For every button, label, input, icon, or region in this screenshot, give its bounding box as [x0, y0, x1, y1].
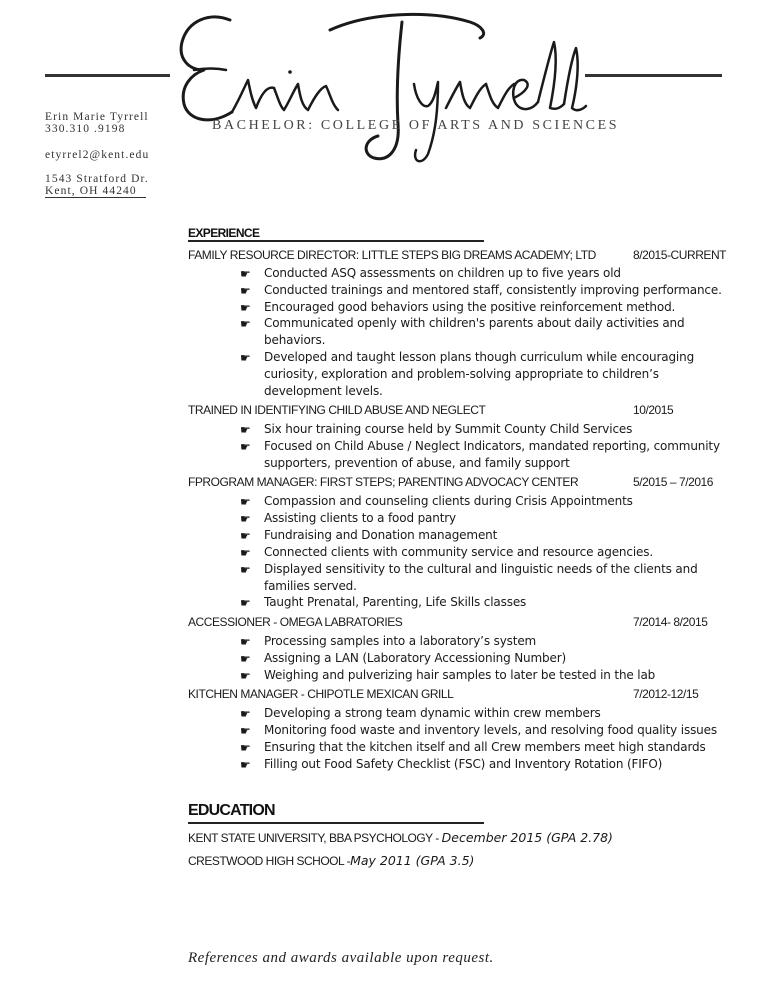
- list-item: ☛ Encouraged good behaviors using the positive reinforcement method.: [240, 300, 676, 315]
- pointing-hand-icon: ☛: [240, 440, 251, 454]
- job-title: TRAINED IN IDENTIFYING CHILD ABUSE AND NEGLECT: [188, 403, 486, 417]
- education-heading: EDUCATION: [188, 802, 275, 819]
- pointing-hand-icon: ☛: [240, 301, 251, 315]
- education-detail: December 2015 (GPA 2.78): [441, 830, 613, 845]
- pointing-hand-icon: ☛: [240, 351, 251, 365]
- contact-address-line2: Kent, OH 44240: [45, 185, 137, 197]
- job-title-row: [188, 403, 708, 419]
- list-item: ☛ Conducted ASQ assessments on children up to five years old: [240, 266, 621, 281]
- job-date: 7/2014- 8/2015: [633, 615, 708, 629]
- header-rule-left: [45, 74, 170, 77]
- pointing-hand-icon: ☛: [240, 529, 251, 543]
- list-item: ☛ Displayed sensitivity to the cultural and linguistic needs of the clients and families served.: [240, 562, 698, 593]
- contact-phone: 330.310 .9198: [45, 123, 126, 135]
- job-title-row: [188, 248, 727, 264]
- experience-heading: EXPERIENCE: [188, 226, 260, 240]
- list-item: ☛ Connected clients with community service and resource agencies.: [240, 545, 654, 560]
- pointing-hand-icon: ☛: [240, 652, 251, 666]
- job-date: 7/2012-12/15: [633, 687, 699, 701]
- degree-line: BACHELOR: COLLEGE OF ARTS AND SCIENCES: [212, 118, 620, 133]
- pointing-hand-icon: ☛: [240, 758, 251, 772]
- job-title: FPROGRAM MANAGER: FIRST STEPS; PARENTING ADVOCACY CENTER: [188, 475, 579, 489]
- education-school: KENT STATE UNIVERSITY, BBA PSYCHOLOGY -: [188, 831, 442, 845]
- list-item: ☛ Filling out Food Safety Checklist (FSC) and Inventory Rotation (FIFO): [240, 757, 663, 772]
- references-note: References and awards available upon request.: [188, 950, 494, 966]
- pointing-hand-icon: ☛: [240, 596, 251, 610]
- pointing-hand-icon: ☛: [240, 267, 251, 281]
- contact-email[interactable]: etyrrel2@kent.edu: [45, 149, 150, 161]
- list-item: ☛ Compassion and counseling clients during Crisis Appointments: [240, 494, 633, 509]
- pointing-hand-icon: ☛: [240, 707, 251, 721]
- list-item: ☛ Assisting clients to a food pantry: [240, 511, 456, 526]
- pointing-hand-icon: ☛: [240, 724, 251, 738]
- education-item: [188, 852, 474, 870]
- pointing-hand-icon: ☛: [240, 563, 251, 577]
- contact-underline: [45, 197, 146, 198]
- list-item: ☛ Monitoring food waste and inventory levels, and resolving food quality issues: [240, 723, 717, 738]
- list-item: ☛ Taught Prenatal, Parenting, Life Skills classes: [240, 595, 527, 610]
- list-item: ☛ Focused on Child Abuse / Neglect Indicators, mandated reporting, community supporters, prevention of abuse, and family support: [240, 439, 720, 470]
- pointing-hand-icon: ☛: [240, 423, 251, 437]
- signature-logo: [170, 8, 590, 168]
- pointing-hand-icon: ☛: [240, 284, 251, 298]
- experience-heading-rule: [188, 240, 484, 242]
- education-school: CRESTWOOD HIGH SCHOOL -: [188, 854, 351, 868]
- job-title: ACCESSIONER - OMEGA LABRATORIES: [188, 615, 403, 629]
- list-item: ☛ Developing a strong team dynamic within crew members: [240, 706, 601, 721]
- pointing-hand-icon: ☛: [240, 635, 251, 649]
- contact-name: Erin Marie Tyrrell: [45, 111, 149, 123]
- job-title-row: [188, 615, 708, 631]
- pointing-hand-icon: ☛: [240, 317, 251, 331]
- pointing-hand-icon: ☛: [240, 495, 251, 509]
- job-date: 8/2015-CURRENT: [633, 248, 727, 262]
- contact-address-line1: 1543 Stratford Dr.: [45, 173, 149, 185]
- list-item: ☛ Assigning a LAN (Laboratory Accessioning Number): [240, 651, 567, 666]
- list-item: ☛ Communicated openly with children's parents about daily activities and behaviors.: [240, 316, 685, 347]
- job-title-row: [188, 687, 708, 703]
- list-item: ☛ Fundraising and Donation management: [240, 528, 498, 543]
- pointing-hand-icon: ☛: [240, 546, 251, 560]
- job-title: FAMILY RESOURCE DIRECTOR: LITTLE STEPS BIG DREAMS ACADEMY; LTD: [188, 248, 596, 262]
- education-item: [188, 829, 613, 847]
- list-item: ☛ Six hour training course held by Summit County Child Services: [240, 422, 633, 437]
- list-item: ☛ Developed and taught lesson plans though curriculum while encouraging curiosity, exploration and problem-solving appropriate to children’s development levels.: [240, 350, 695, 398]
- pointing-hand-icon: ☛: [240, 512, 251, 526]
- list-item: ☛ Processing samples into a laboratory’s system: [240, 634, 537, 649]
- education-detail: May 2011 (GPA 3.5): [350, 853, 475, 868]
- pointing-hand-icon: ☛: [240, 669, 251, 683]
- list-item: ☛ Weighing and pulverizing hair samples to later be tested in the lab: [240, 668, 656, 683]
- job-date: 5/2015 – 7/2016: [633, 475, 713, 489]
- header-rule-right: [585, 74, 722, 77]
- list-item: ☛ Conducted trainings and mentored staff, consistently improving performance.: [240, 283, 722, 298]
- pointing-hand-icon: ☛: [240, 741, 251, 755]
- job-date: 10/2015: [633, 403, 674, 417]
- job-title-row: [188, 475, 713, 491]
- list-item: ☛ Ensuring that the kitchen itself and all Crew members meet high standards: [240, 740, 706, 755]
- education-heading-rule: [188, 822, 484, 824]
- job-title: KITCHEN MANAGER - CHIPOTLE MEXICAN GRILL: [188, 687, 454, 701]
